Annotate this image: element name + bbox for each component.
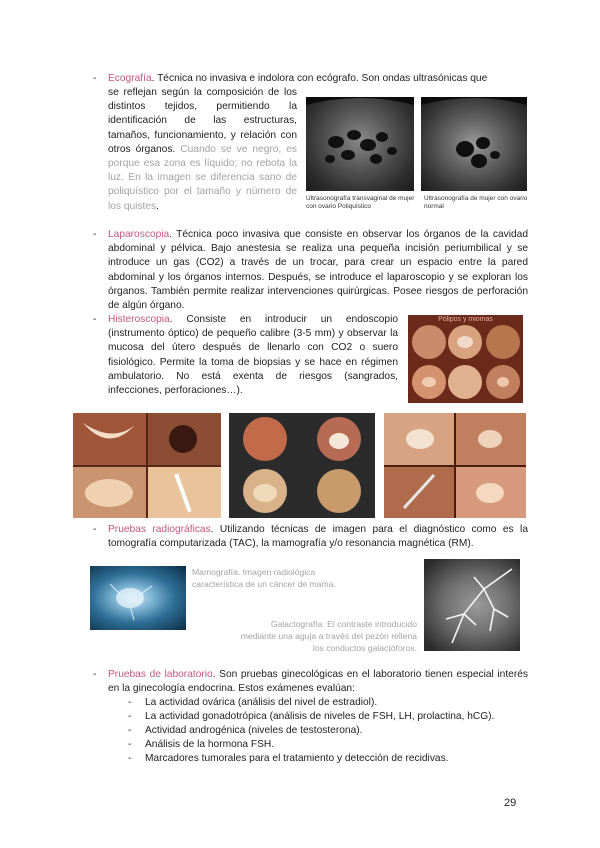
hysteroscopy-photo-group-2-drawing [229,413,375,518]
sub-bullet-dash: - [128,697,132,708]
hysteroscopy-photo-group-1 [73,413,221,518]
histeroscopia-text: . Consiste en introducir un endoscopio (instrumento óptico) de pequeño calibre (3-5 mm) y observar la mucosa del útero después de llenarlo con CO2 o suero fisiológico. Permite la toma de biopsias y se hace en régimen ambulatorio. No está exenta de riesgos (sangrados, infecciones, perforaciones…). [108,314,398,397]
laboratorio-paragraph [108,668,528,696]
polyps-myomas-drawing [408,315,523,403]
ecografia-body: se reflejan según la composición de los distintos tejidos, permitiendo la identificación de las estructuras, tamaños, funcionamiento, y relación con otros órganos. [108,87,297,155]
laparoscopia-term: Laparoscopia [108,229,170,240]
galactography-image [424,559,520,651]
hysteroscopy-photo-group-3 [384,413,526,518]
bullet-dash: - [93,524,97,535]
ecografia-note: Cuando se ve negro, es porque esa zona es líquido; no rebota la luz. En la imagen se diferencia sano de poliquístico por el tamaño y número de los quistes [108,143,297,212]
ultrasound-polycystic-caption: Ultrasonografía transvaginal de mujer con ovario Poliquístico [306,195,415,210]
ultrasound-normal-image [421,97,527,191]
laparoscopia-paragraph [108,228,528,313]
list-item: Análisis de la hormona FSH. [145,739,275,750]
polyps-myomas-image [408,315,523,403]
page-number: 29 [504,797,517,809]
histeroscopia-paragraph [108,313,398,398]
list-item: Marcadores tumorales para el tratamiento y detección de recidivas. [145,753,449,764]
histeroscopia-term: Histeroscopia [108,314,170,325]
ultrasound-polycystic-drawing [306,97,414,191]
hysteroscopy-photo-group-1-drawing [73,413,221,518]
ecografia-first-line [108,72,528,86]
galactography-drawing [424,559,520,651]
sub-bullet-dash: - [128,739,132,750]
list-item: La actividad ovárica (análisis del nivel de estradiol). [145,697,378,708]
laparoscopia-text: . Técnica poco invasiva que consiste en observar los órganos de la cavidad abdominal y pélvica. Bajo anestesia se realiza una pequeña incisión periumbilical y se introduce un gas (CO2) a través de un trocar, para crear un espacio entre la pared abdominal y los órganos internos. Después, se introduce el laparoscopio y se exploran los órganos. También permite realizar intervenciones quirúrgicas. Posee riesgos de perforación de algún órgano. [108,229,528,312]
galactography-caption: Galactografía. El contraste introducido mediante una aguja a través del pezón rellena los conductos galactóforos. [240,619,417,653]
bullet-dash: - [93,314,97,325]
ecografia-term: Ecografía [108,73,152,84]
radiograficas-term: Pruebas radiográficas [108,524,211,535]
mammography-caption: Mamografía. Imagen radiológica característica de un cáncer de mama. [192,567,336,589]
ecografia-note-end: . [156,200,159,212]
bullet-dash: - [93,669,97,680]
ecografia-paragraph [108,86,297,214]
sub-bullet-dash: - [128,725,132,736]
sub-bullet-dash: - [128,753,132,764]
list-item: La actividad gonadotrópica (análisis de niveles de FSH, LH, prolactina, hCG). [145,711,495,722]
laboratorio-term: Pruebas de laboratorio [108,669,213,680]
hysteroscopy-photo-group-3-drawing [384,413,526,518]
ultrasound-normal-drawing [421,97,527,191]
radiograficas-text: . Utilizando técnicas de imagen para el diagnóstico como es la tomografía computarizada (TAC), la mamografía y/o resonancia magnética (RM). [108,524,528,550]
ecografia-line1: . Técnica no invasiva e indolora con ecógrafo. Son ondas ultrasónicas que [151,73,488,84]
radiograficas-paragraph [108,523,528,551]
mammography-image [90,566,186,630]
sub-bullet-dash: - [128,711,132,722]
laboratorio-text: . Son pruebas ginecológicas en el laboratorio tienen especial interés en la ginecología endocrina. Estos exámenes evalúan: [108,669,528,695]
bullet-dash: - [93,229,97,240]
polyps-myomas-title: Pólipos y miomas [438,316,493,323]
hysteroscopy-photo-group-2 [229,413,375,518]
ultrasound-normal-caption: Ultrasonografía de mujer con ovario normal [424,195,528,210]
list-item: Actividad androgénica (niveles de testosterona). [145,725,363,736]
ultrasound-polycystic-image [306,97,414,191]
mammography-drawing [90,566,186,630]
bullet-dash: - [93,73,97,84]
